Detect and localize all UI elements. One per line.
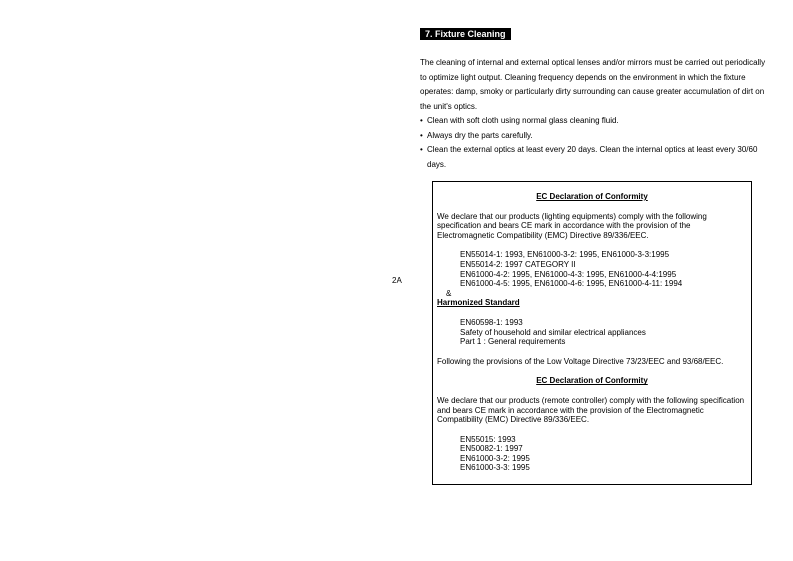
harmonized-standard-title: Harmonized Standard [437,298,520,308]
declaration-paragraph: We declare that our products (remote controller) comply with the following specification and bears CE mark in accordance with the provision of the Electromagnetic Compatibility (EMC) Directive 89/336/EEC. [437,395,745,425]
cleaning-intro-paragraph: The cleaning of internal and external optical lenses and/or mirrors must be carried out periodically to optimize light output. Cleaning frequency depends on the environment in which the fixture operates: damp, smoky or particularly dirty surrounding can cause greater accumulation of dirt on the unit's optics. [420,58,766,111]
low-voltage-paragraph: Following the provisions of the Low Voltage Directive 73/23/EEC and 93/68/EEC. [437,356,724,366]
emc-standards-list [437,250,747,288]
standard-line: EN55014-2: 1997 CATEGORY II [460,259,576,269]
cleaning-bullet-item: • Clean with soft cloth using normal glass cleaning fluid. [420,114,770,129]
standard-line: EN50082-1: 1997 [460,444,523,454]
standard-line: EN55014-1: 1993, EN61000-3-2: 1995, EN61000-3-3:1995 [460,250,670,260]
cleaning-bullet-item: • Always dry the parts carefully. [420,129,770,144]
standard-line: EN61000-3-3: 1995 [460,463,530,473]
cleaning-bullet-item: • Clean the external optics at least every 20 days. Clean the internal optics at least every 30/60 days. [420,143,770,172]
standard-line: EN61000-4-2: 1995, EN61000-4-3: 1995, EN61000-4-4:1995 [460,269,677,279]
standard-line: EN61000-4-5: 1995, EN61000-4-6: 1995, EN61000-4-11: 1994 [460,279,683,289]
standard-line: EN61000-3-2: 1995 [460,453,530,463]
declaration-title: EC Declaration of Conformity [536,192,648,201]
section-heading: 7. Fixture Cleaning [420,28,511,40]
harmonized-standard-list [437,318,747,347]
standard-line: EN60598-1: 1993 [460,317,523,327]
remote-standards-list [437,435,747,473]
page-number: 2A [392,276,402,285]
declaration-paragraph: We declare that our products (lighting equipments) comply with the following specification and bears CE mark in accordance with the provision of the Electromagnetic Compatibility (EMC) Directive 89/336/EEC. [437,211,707,240]
ec-declaration-box [432,181,752,485]
standard-line: EN55015: 1993 [460,434,516,444]
standard-line: Part 1 : General requirements [460,337,566,347]
cleaning-bullet-list [420,114,770,172]
standard-line: Safety of household and similar electrical appliances [460,327,646,337]
ampersand: & [446,288,452,298]
declaration-title: EC Declaration of Conformity [536,376,648,386]
